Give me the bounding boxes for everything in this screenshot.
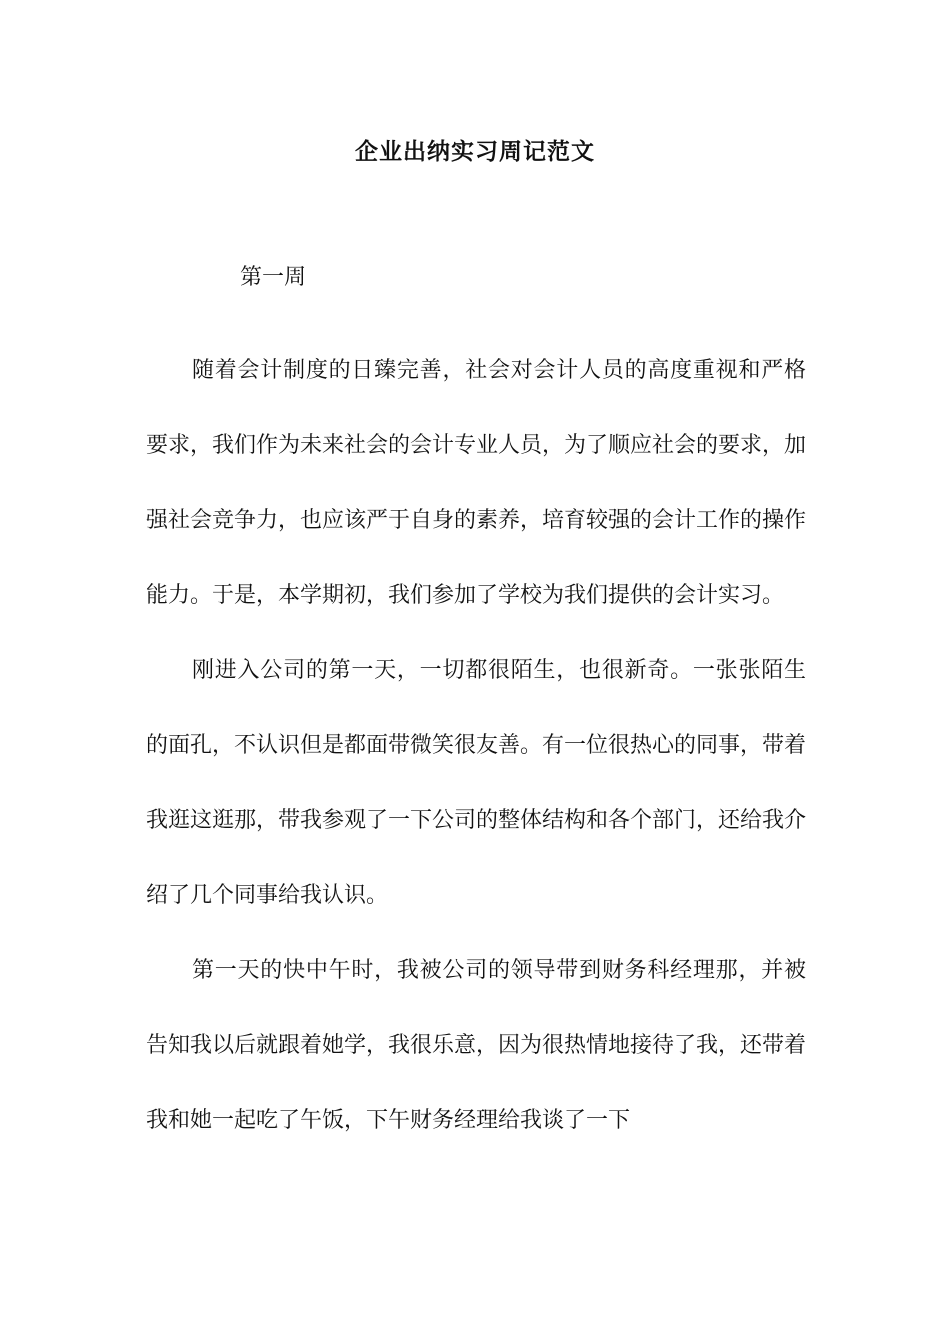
paragraph: 第一天的快中午时，我被公司的领导带到财务科经理那，并被告知我以后就跟着她学，我很乐意，因为很热情地接待了我，还带着我和她一起吃了午饭，下午财务经理给我谈了一下: [146, 958, 807, 1133]
paragraph: 刚进入公司的第一天，一切都很陌生，也很新奇。一张张陌生的面孔，不认识但是都面带微笑很友善。有一位很热心的同事，带着我逛这逛那，带我参观了一下公司的整体结构和各个部门，还给我介绍了几个同事给我认识。: [146, 658, 807, 908]
body-text: [146, 333, 806, 1158]
document-title: 企业出纳实习周记范文: [355, 138, 595, 165]
paragraph: 随着会计制度的日臻完善，社会对会计人员的高度重视和严格要求，我们作为未来社会的会计专业人员，为了顺应社会的要求，加强社会竞争力，也应该严于自身的素养，培育较强的会计工作的操作能力。于是，本学期初，我们参加了学校为我们提供的会计实习。: [146, 358, 807, 608]
section-heading: 第一周: [240, 265, 307, 290]
